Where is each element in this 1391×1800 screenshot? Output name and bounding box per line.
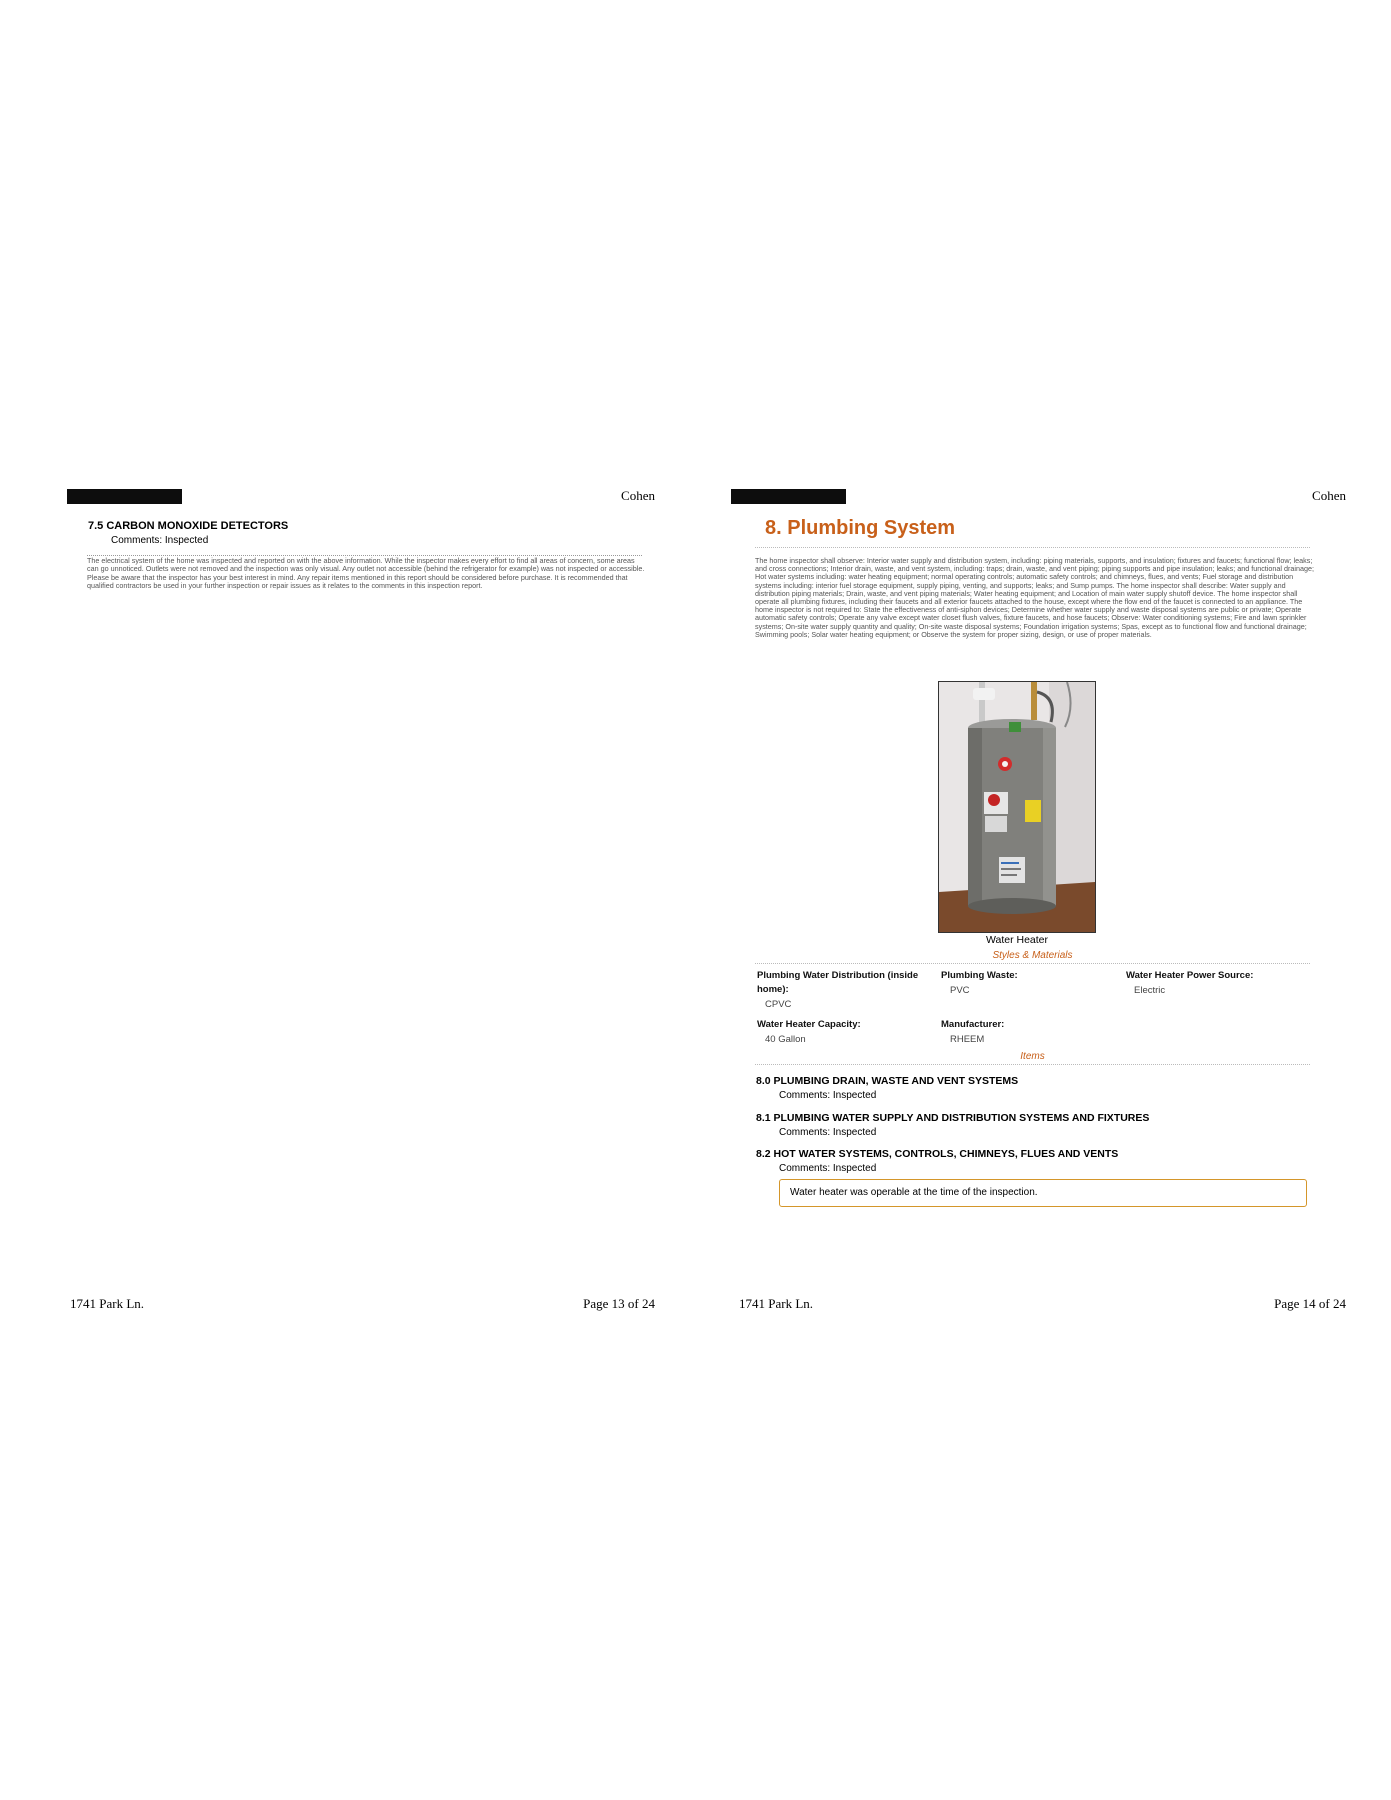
section-comments: Comments: Inspected	[111, 535, 209, 546]
divider	[755, 547, 1310, 548]
section-intro: The home inspector shall observe: Interior water supply and distribution system, including: piping materials, supports, and insulation; fixtures and faucets; functional flow; leaks; and cross connections; Interior drain, waste, and vent system, including: traps; drain, waste, and vent piping; piping supports and pipe insulation; leaks; and functional drainage; Hot water systems including: water heating equipment; normal operating controls; automatic safety controls; and chimneys, flues, and vents; Fuel storage and distribution systems including: interior fuel storage equipment, supply piping, venting, and supports; leaks; and Sump pumps. The home inspector shall describe: Water supply and distribution piping materials; Drain, waste, and vent piping materials; Water heating equipment; and Location of main water supply shutoff device. The home inspector shall operate all plumbing fixtures, including their faucets and all exterior faucets attached to the house, except where the flow end of the faucet is connected to an appliance. The home inspector is not required to: State the effectiveness of anti-siphon devices; Determine whether water supply and waste disposal systems are public or private; Operate automatic safety controls; Operate any valve except water closet flush valves, fixture faucets, and hose faucets; Observe: Water conditioning systems; Fire and lawn sprinkler systems; On-site water supply quantity and quality; On-site waste disposal systems; Foundation irrigation systems; Spas, except as to functional flow and functional drainage; Swimming pools; Solar water heating equipment; or Observe the system for proper sizing, design, or use of proper materials.	[755, 556, 1314, 639]
footer-address: 1741 Park Ln.	[739, 1296, 814, 1311]
material-label: Plumbing Water Distribution (inside home):	[757, 970, 919, 995]
footer-page-number: Page 14 of 24	[1274, 1296, 1346, 1311]
material-label: Water Heater Power Source:	[1126, 970, 1254, 981]
item-comments: Comments: Inspected	[779, 1127, 877, 1138]
item-title: 8.1 PLUMBING WATER SUPPLY AND DISTRIBUTION SYSTEMS AND FIXTURES	[756, 1112, 1150, 1124]
redaction-bar	[731, 489, 846, 504]
item-title: 8.2 HOT WATER SYSTEMS, CONTROLS, CHIMNEYS, FLUES AND VENTS	[756, 1148, 1119, 1160]
material-value: RHEEM	[950, 1034, 985, 1045]
photo-caption: Water Heater	[985, 934, 1049, 946]
section-disclaimer: The electrical system of the home was inspected and reported on with the above information. While the inspector makes every effort to find all areas of concern, some areas can go unnoticed. Outlets were not removed and the inspection was only visual. Any outlet not accessible (behind the refrigerator for example) was not inspected or accessible. Please be aware that the inspector has your best interest in mind. Any repair items mentioned in this report should be considered before purchase. It is recommended that qualified contractors be used in your further inspection or repair issues as it relates to the comments in this inspection report.	[87, 556, 645, 591]
header-client-name: Cohen	[1312, 488, 1346, 503]
items-heading: Items	[1020, 1051, 1045, 1062]
redaction-bar	[67, 489, 182, 504]
material-value: PVC	[950, 985, 970, 996]
material-label: Plumbing Waste:	[941, 970, 1018, 981]
material-label: Water Heater Capacity:	[757, 1019, 861, 1030]
material-value: Electric	[1134, 985, 1166, 996]
footer-address: 1741 Park Ln.	[70, 1296, 145, 1311]
page-13	[0, 0, 695, 1800]
page-title: 8. Plumbing System	[765, 517, 956, 539]
header-client-name: Cohen	[621, 488, 655, 503]
section-title: 7.5 CARBON MONOXIDE DETECTORS	[88, 520, 289, 532]
material-value: CPVC	[765, 999, 792, 1010]
water-heater-photo	[938, 681, 1096, 933]
page-14	[695, 0, 1391, 1800]
inspection-note: Water heater was operable at the time of the inspection.	[779, 1179, 1307, 1207]
material-label: Manufacturer:	[941, 1019, 1005, 1030]
material-value: 40 Gallon	[765, 1034, 806, 1045]
styles-materials-heading: Styles & Materials	[992, 950, 1073, 961]
item-comments: Comments: Inspected	[779, 1163, 877, 1174]
item-comments: Comments: Inspected	[779, 1090, 877, 1101]
divider	[755, 963, 1310, 964]
divider	[755, 1064, 1310, 1065]
footer-page-number: Page 13 of 24	[583, 1296, 655, 1311]
item-title: 8.0 PLUMBING DRAIN, WASTE AND VENT SYSTEMS	[756, 1075, 1019, 1087]
